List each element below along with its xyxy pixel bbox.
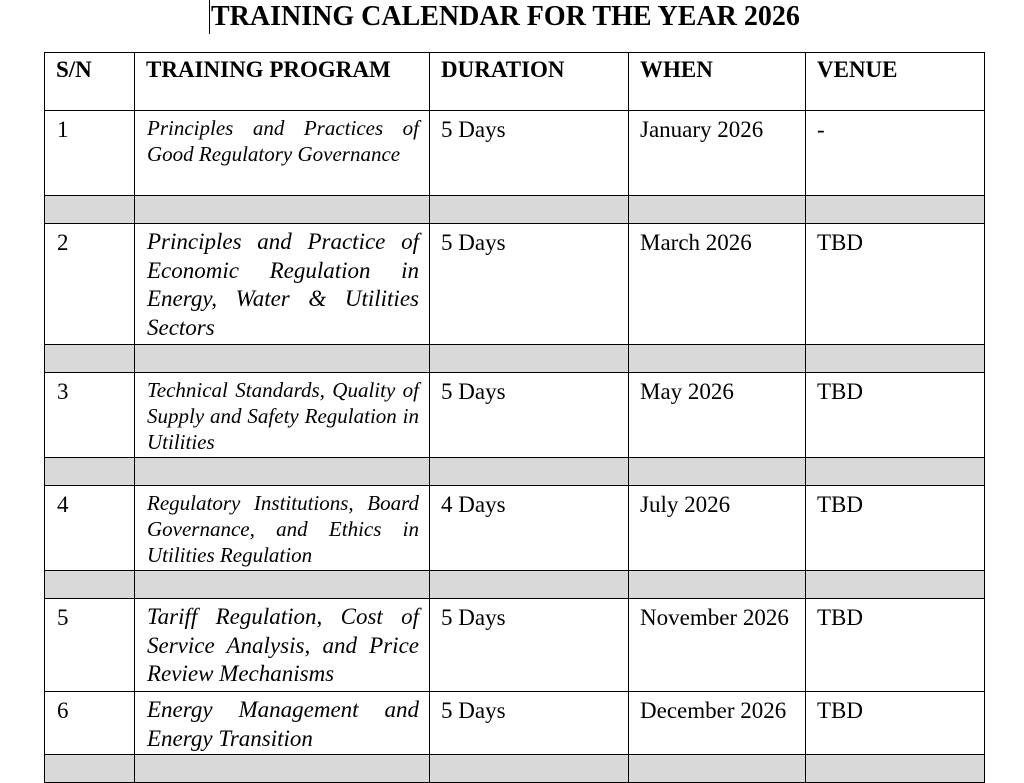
row-sn: 5 [45, 599, 135, 692]
row-program: Principles and Practices of Good Regulatory Governance [135, 111, 430, 196]
row-sn: 2 [45, 224, 135, 345]
header-when: WHEN [629, 53, 806, 111]
header-duration: DURATION [430, 53, 629, 111]
row-program: Principles and Practice of Economic Regulation in Energy, Water & Utilities Sectors [135, 224, 430, 345]
table-row [45, 692, 985, 755]
row-sn: 1 [45, 111, 135, 196]
row-duration: 5 Days [430, 599, 629, 692]
table-header-row [45, 53, 985, 111]
training-calendar-table [44, 52, 985, 783]
row-sn: 4 [45, 486, 135, 571]
header-sn: S/N [45, 53, 135, 111]
row-venue: TBD [806, 599, 985, 692]
table-row [45, 599, 985, 692]
table-row [45, 373, 985, 458]
row-when: January 2026 [629, 111, 806, 196]
table-row [45, 224, 985, 345]
header-training-program: TRAINING PROGRAM [135, 53, 430, 111]
row-venue: TBD [806, 224, 985, 345]
row-program: Technical Standards, Quality of Supply and Safety Regulation in Utilities [135, 373, 430, 458]
row-venue: TBD [806, 373, 985, 458]
row-when: March 2026 [629, 224, 806, 345]
row-venue: - [806, 111, 985, 196]
spacer-row [45, 755, 985, 783]
row-sn: 6 [45, 692, 135, 755]
row-when: December 2026 [629, 692, 806, 755]
spacer-row [45, 345, 985, 373]
row-duration: 4 Days [430, 486, 629, 571]
row-duration: 5 Days [430, 373, 629, 458]
spacer-row [45, 571, 985, 599]
table-row [45, 111, 985, 196]
row-program: Tariff Regulation, Cost of Service Analysis, and Price Review Mechanisms [135, 599, 430, 692]
row-duration: 5 Days [430, 224, 629, 345]
spacer-row [45, 196, 985, 224]
row-venue: TBD [806, 692, 985, 755]
row-when: November 2026 [629, 599, 806, 692]
row-venue: TBD [806, 486, 985, 571]
spacer-row [45, 458, 985, 486]
row-when: July 2026 [629, 486, 806, 571]
document-title: TRAINING CALENDAR FOR THE YEAR 2026 [211, 1, 800, 32]
table-row [45, 486, 985, 571]
row-when: May 2026 [629, 373, 806, 458]
row-duration: 5 Days [430, 111, 629, 196]
row-duration: 5 Days [430, 692, 629, 755]
row-sn: 3 [45, 373, 135, 458]
row-program: Energy Management and Energy Transition [135, 692, 430, 755]
row-program: Regulatory Institutions, Board Governance, and Ethics in Utilities Regulation [135, 486, 430, 571]
header-venue: VENUE [806, 53, 985, 111]
